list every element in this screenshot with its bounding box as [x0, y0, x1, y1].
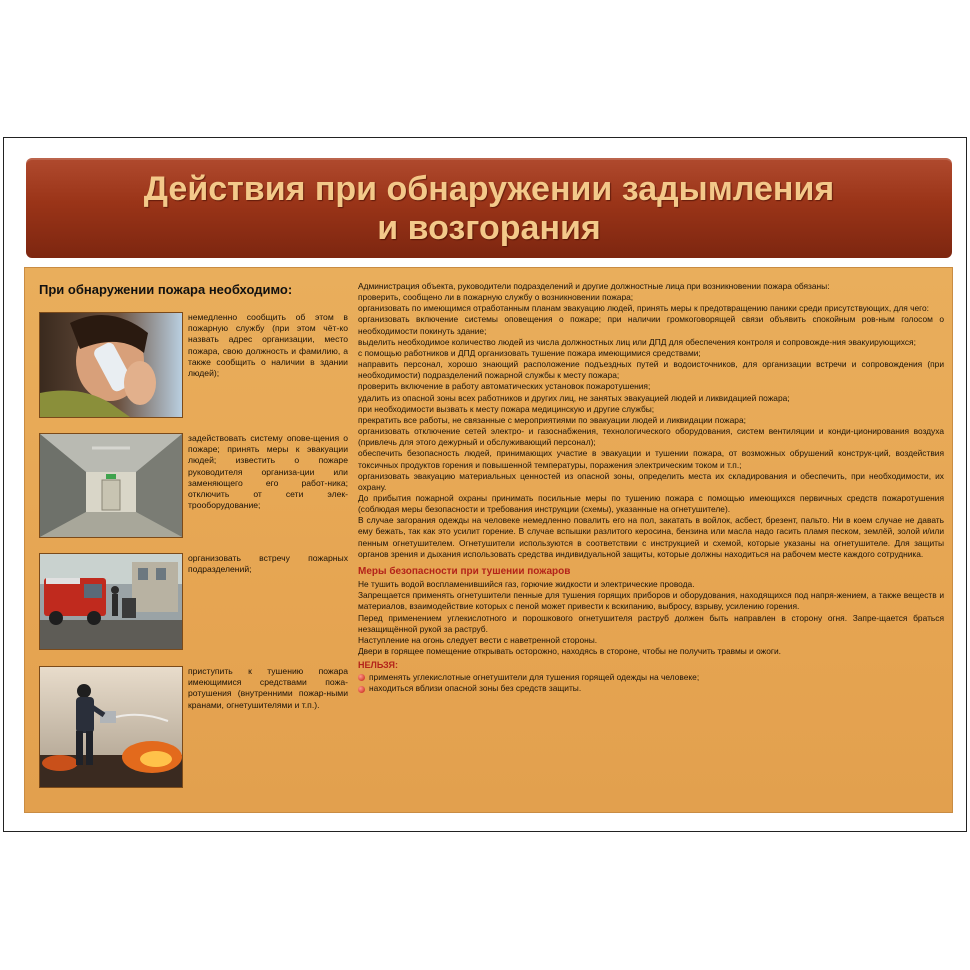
forbidden-item: [358, 683, 944, 694]
paragraph: удалить из опасной зоны всех работников и других лиц, не занятых эвакуацией людей и ликвидацией пожара;: [358, 392, 790, 403]
paragraph: обеспечить безопасность людей, принимающих участие в эвакуации и тушении пожара, от возможных обрушений конструк-ций, воздействия токсичных продуктов горения и повышенной температуры, поражения электрическим током и т.п.;: [358, 448, 944, 470]
step-3-text: организовать встречу пожарных подразделений;: [188, 553, 348, 575]
forbidden-item-text: находиться вблизи опасной зоны без средств защиты.: [369, 683, 582, 694]
corridor-photo: [39, 433, 183, 538]
title-banner: [26, 158, 952, 258]
paragraph: В случае загорания одежды на человеке немедленно повалить его на пол, закатать в войлок, асбест, брезент, пальто. Ни в коем случае не давать ему бежать, так как это усилит горение. В случае вспышки разлитого керосина, бензина или масла надо гасить пламя песком, землёй, золой и/или пенным огнетушителем. Огнетушители используются в соответствии с инструкцией и схемой, которые указаны на огнетушителе. Для защиты органов зрения и дыхания использовать средства индивидуальной защиты, которые должны находиться на рабочем месте каждого сотрудника.: [358, 515, 944, 559]
forbidden-item: [358, 672, 944, 683]
safety-paragraph: Перед применением углекислотного и порошкового огнетушителя раструб должен быть направлен в сторону огня. Запре-щается браться незащищённой рукой за раструб.: [358, 612, 944, 634]
firefighter-photo: [39, 666, 183, 788]
instructions-column: [358, 281, 944, 695]
fire-trucks-photo: [39, 553, 183, 650]
paragraph: проверить, сообщено ли в пожарную службу о возникновении пожара;: [358, 292, 634, 303]
safety-paragraph: Запрещается применять огнетушители пенные для тушения горящих приборов и оборудования, находящихся под напря-жением, а также веществ и материалов, взаимодействие которых с пеной может привести к вскипанию, выбросу, взрыву, усилению горения.: [358, 590, 944, 612]
paragraph: выделить необходимое количество людей из числа должностных лиц или ДПД для обеспечения контроля и сопровожде-ния эвакуирующихся;: [358, 336, 916, 347]
forbidden-item-text: применять углекислотные огнетушители для тушения горящей одежды на человеке;: [369, 672, 700, 683]
step-1-text: немедленно сообщить об этом в пожарную службу (при этом чёт-ко назвать адрес организации, место пожара, свою должность и фамилию, а также сообщить о наличии в здании людей);: [188, 312, 348, 379]
red-bullet-icon: [358, 686, 365, 693]
step-2-text: задействовать систему опове-щения о пожаре; принять меры к эвакуации людей; известить о пожаре руководителя организа-ции или заменяющего его работ-ника; отключить от сети элек-трооборудование;: [188, 433, 348, 511]
safety-poster: [3, 137, 967, 832]
paragraph: Администрация объекта, руководители подразделений и другие должностные лица при возникновении пожара обязаны:: [358, 281, 830, 291]
red-bullet-icon: [358, 674, 365, 681]
safety-heading: Меры безопасности при тушении пожаров: [358, 565, 571, 577]
paragraph: организовать включение системы оповещения о пожаре; при наличии громкоговорящей связи объявить спокойным ров-ным голосом о необходимости покинуть здание;: [358, 314, 944, 336]
page-title: [26, 170, 952, 248]
left-heading: При обнаружении пожара необходимо:: [39, 282, 293, 297]
paragraph: организовать отключение сетей электро- и газоснабжения, технологического оборудования, систем вентиляции и конди-ционирования воздуха (привлечь для этого дежурный и обслуживающий персонал);: [358, 426, 944, 448]
title-line-2: и возгорания: [377, 209, 601, 247]
step-4-text: приступить к тушению пожара имеющимися средствами пожа-ротушения (внутренними пожар-ными кранами, огнетушителями и т.п.).: [188, 666, 348, 710]
paragraph: организовать по имеющимся отработанным планам эвакуацию людей, принять меры к предотвращению паники среди присутствующих, для чего:: [358, 303, 930, 314]
forbidden-heading: НЕЛЬЗЯ:: [358, 660, 398, 671]
paragraph: До прибытия пожарной охраны принимать посильные меры по тушению пожара с помощью имеющихся первичных средств пожаротушения (соблюдая меры безопасности и требования инструкции (схемы), указанные на огнетушителе).: [358, 492, 944, 515]
paragraph: с помощью работников и ДПД организовать тушение пожара имеющимися средствами;: [358, 347, 701, 358]
phone-call-photo: [39, 312, 183, 418]
safety-paragraph: Наступление на огонь следует вести с наветренной стороны.: [358, 634, 598, 645]
title-line-1: Действия при обнаружении задымления: [143, 170, 835, 208]
content-panel: [24, 267, 953, 813]
paragraph: направить персонал, хорошо знающий расположение подъездных путей и водоисточников, для организации встречи и сопровождения (при необходимости) подразделений пожарной службы к месту пожара;: [358, 359, 944, 381]
paragraph: прекратить все работы, не связанные с мероприятиями по эвакуации людей и ликвидации пожара;: [358, 414, 746, 425]
paragraph: проверить включение в работу автоматических установок пожаротушения;: [358, 381, 651, 392]
safety-paragraph: Не тушить водой воспламенившийся газ, горючие жидкости и электрические провода.: [358, 579, 695, 590]
paragraph: при необходимости вызвать к месту пожара медицинскую и другие службы;: [358, 403, 655, 414]
safety-paragraph: Двери в горящее помещение открывать осторожно, находясь в стороне, чтобы не получить травмы и ожоги.: [358, 646, 781, 656]
paragraph: организовать эвакуацию материальных ценностей из опасной зоны, определить места их складирования и обеспечить, при необходимости, их охрану.: [358, 470, 944, 492]
